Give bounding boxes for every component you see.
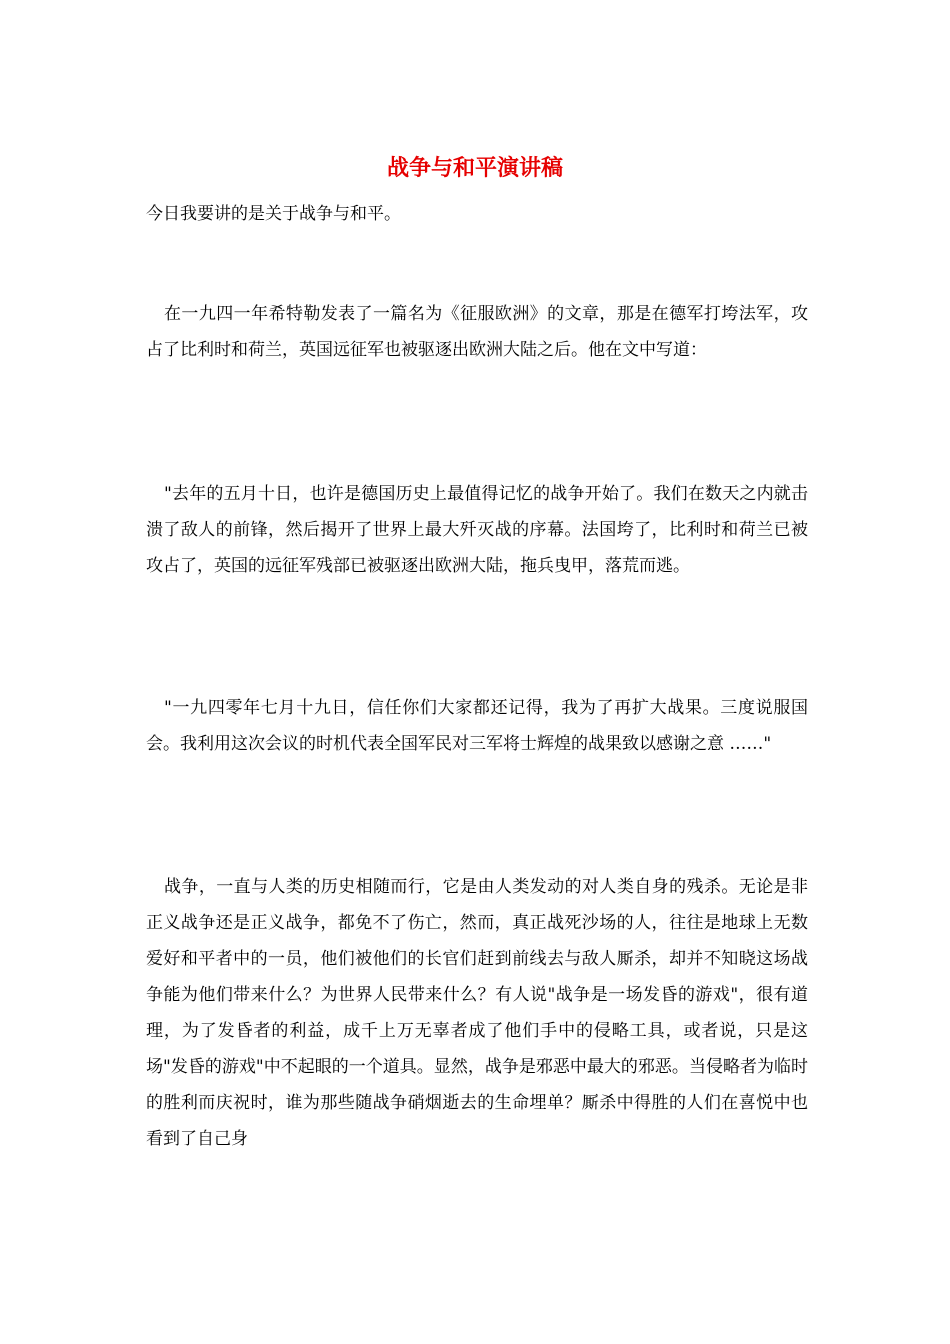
paragraph-quote-july: "一九四零年七月十九日，信任你们大家都还记得，我为了再扩大战果。三度说服国会。我利用这次会议的时机代表全国军民对三军将士辉煌的战果致以感谢之意 ……" <box>146 698 808 754</box>
paragraph-intro: 今日我要讲的是关于战争与和平。 <box>146 204 401 224</box>
paragraph-war-reflection: 战争，一直与人类的历史相随而行，它是由人类发动的对人类自身的残杀。无论是非正义战争还是正义战争，都免不了伤亡，然而，真正战死沙场的人，往往是地球上无数爱好和平者中的一员，他们被他们的长官们赶到前线去与敌人厮杀，却并不知晓这场战争能为他们带来什么？为世界人民带来什么？有人说"战争是一场发昏的游戏"，很有道理，为了发昏者的利益，成千上万无辜者成了他们手中的侵略工具，或者说，只是这场"发昏的游戏"中不起眼的一个道具。显然，战争是邪恶中最大的邪恶。当侵略者为临时的胜利而庆祝时，谁为那些随战争硝烟逝去的生命埋单？厮杀中得胜的人们在喜悦中也看到了自己身 <box>146 877 808 1149</box>
paragraph-quote-may: "去年的五月十日，也许是德国历史上最值得记忆的战争开始了。我们在数天之内就击溃了敌人的前锋，然后揭开了世界上最大歼灭战的序幕。法国垮了，比利时和荷兰已被攻占了，英国的远征军残部已被驱逐出欧洲大陆，拖兵曳甲，落荒而逃。 <box>146 484 808 576</box>
document-title: 战争与和平演讲稿 <box>386 155 563 181</box>
paragraph-hitler-article: 在一九四一年希特勒发表了一篇名为《征服欧洲》的文章，那是在德军打垮法军，攻占了比利时和荷兰，英国远征军也被驱逐出欧洲大陆之后。他在文中写道： <box>146 304 808 360</box>
